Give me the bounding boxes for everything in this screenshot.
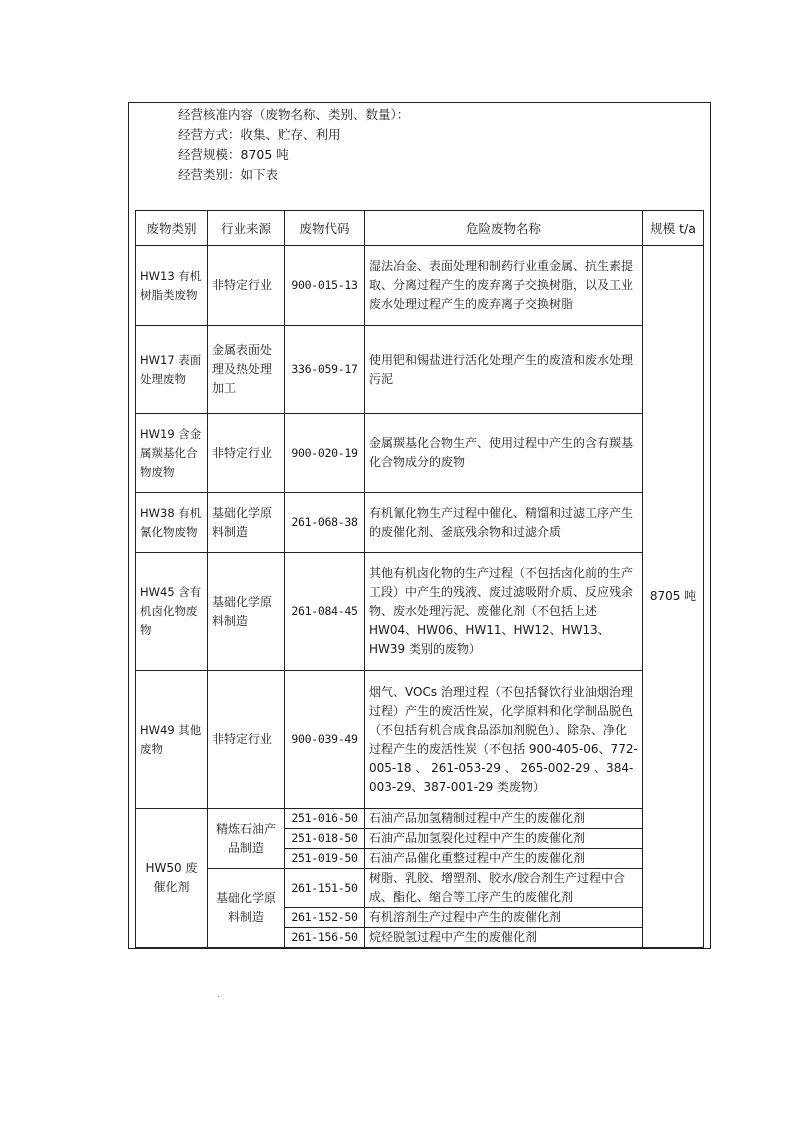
row-source: 非特定行业 (208, 246, 285, 326)
row-code: 900-039-49 (285, 671, 365, 809)
table-header-row (136, 211, 704, 246)
row-category: HW38 有机氰化物废物 (136, 493, 208, 553)
intro-approved-content: 经营核准内容（废物名称、类别、数量）： (178, 107, 410, 122)
row-name: 烟气、VOCs 治理过程（不包括餐饮行业油烟治理过程）产生的废活性炭，化学原料和化学制品脱色（不包括有机合成食品添加剂脱色）、除杂、净化过程产生的废活性炭（不包括 900-405-06、772-005-18 、 261-053-29 、 265-002-29 、384-003-29、387-001-29 类废物） (365, 671, 643, 809)
frame-bottom-border (128, 948, 711, 949)
scan-speck (218, 996, 219, 997)
license-intro (178, 105, 409, 185)
row-name: 其他有机卤化物的生产过程（不包括卤化前的生产工段）中产生的残液、废过滤吸附介质、反应残余物、废水处理污泥、废催化剂（不包括上述 HW04、HW06、HW11、HW12、HW13、HW39 类别的废物） (365, 553, 643, 671)
table-row (136, 493, 704, 553)
row-code: 900-020-19 (285, 414, 365, 493)
row-code: 251-018-50 (285, 829, 365, 849)
row-category: HW17 表面处理废物 (136, 326, 208, 414)
table-row (136, 671, 704, 809)
header-source: 行业来源 (208, 211, 285, 246)
header-name: 危险废物名称 (365, 211, 643, 246)
row-category: HW13 有机树脂类废物 (136, 246, 208, 326)
table-row (136, 869, 704, 908)
hw50-category: HW50 废催化剂 (136, 809, 208, 948)
intro-operation-category: 经营类别：如下表 (178, 167, 279, 182)
row-source: 基础化学原料制造 (208, 553, 285, 671)
row-code: 261-156-50 (285, 928, 365, 948)
row-code: 261-152-50 (285, 908, 365, 928)
row-code: 261-084-45 (285, 553, 365, 671)
hw50-source-refining: 精炼石油产品制造 (208, 809, 285, 869)
row-code: 900-015-13 (285, 246, 365, 326)
hw50-source-chemical: 基础化学原料制造 (208, 869, 285, 948)
table-row (136, 326, 704, 414)
row-code: 261-151-50 (285, 869, 365, 908)
header-scale: 规模 t/a (643, 211, 704, 246)
row-category: HW49 其他废物 (136, 671, 208, 809)
row-code: 251-016-50 (285, 809, 365, 829)
row-name: 树脂、乳胶、增塑剂、胶水/胶合剂生产过程中合成、酯化、缩合等工序产生的废催化剂 (365, 869, 643, 908)
row-name: 有机氰化物生产过程中催化、精馏和过滤工序产生的废催化剂、釜底残余物和过滤介质 (365, 493, 643, 553)
row-code: 251-019-50 (285, 849, 365, 869)
row-name: 有机溶剂生产过程中产生的废催化剂 (365, 908, 643, 928)
table-row (136, 809, 704, 829)
row-code: 336-059-17 (285, 326, 365, 414)
table-row (136, 553, 704, 671)
scale-cell: 8705 吨 (643, 246, 704, 948)
header-code: 废物代码 (285, 211, 365, 246)
row-category: HW45 含有机卤化物废物 (136, 553, 208, 671)
row-category: HW19 含金属羰基化合物废物 (136, 414, 208, 493)
row-name: 石油产品加氢裂化过程中产生的废催化剂 (365, 829, 643, 849)
row-name: 使用钯和锡盐进行活化处理产生的废渣和废水处理污泥 (365, 326, 643, 414)
row-name: 湿法冶金、表面处理和制药行业重金属、抗生素提取、分离过程产生的废弃离子交换树脂，以及工业废水处理过程产生的废弃离子交换树脂 (365, 246, 643, 326)
row-source: 基础化学原料制造 (208, 493, 285, 553)
table-row (136, 246, 704, 326)
header-category: 废物类别 (136, 211, 208, 246)
row-name: 烷烃脱氢过程中产生的废催化剂 (365, 928, 643, 948)
intro-operation-scale: 经营规模：8705 吨 (178, 147, 289, 162)
row-name: 金属羰基化合物生产、使用过程中产生的含有羰基化合物成分的废物 (365, 414, 643, 493)
waste-category-table (135, 210, 704, 948)
table-row (136, 414, 704, 493)
row-source: 非特定行业 (208, 671, 285, 809)
row-name: 石油产品催化重整过程中产生的废催化剂 (365, 849, 643, 869)
row-source: 非特定行业 (208, 414, 285, 493)
intro-operation-mode: 经营方式：收集、贮存、利用 (178, 127, 341, 142)
row-code: 261-068-38 (285, 493, 365, 553)
row-source: 金属表面处理及热处理加工 (208, 326, 285, 414)
row-name: 石油产品加氢精制过程中产生的废催化剂 (365, 809, 643, 829)
